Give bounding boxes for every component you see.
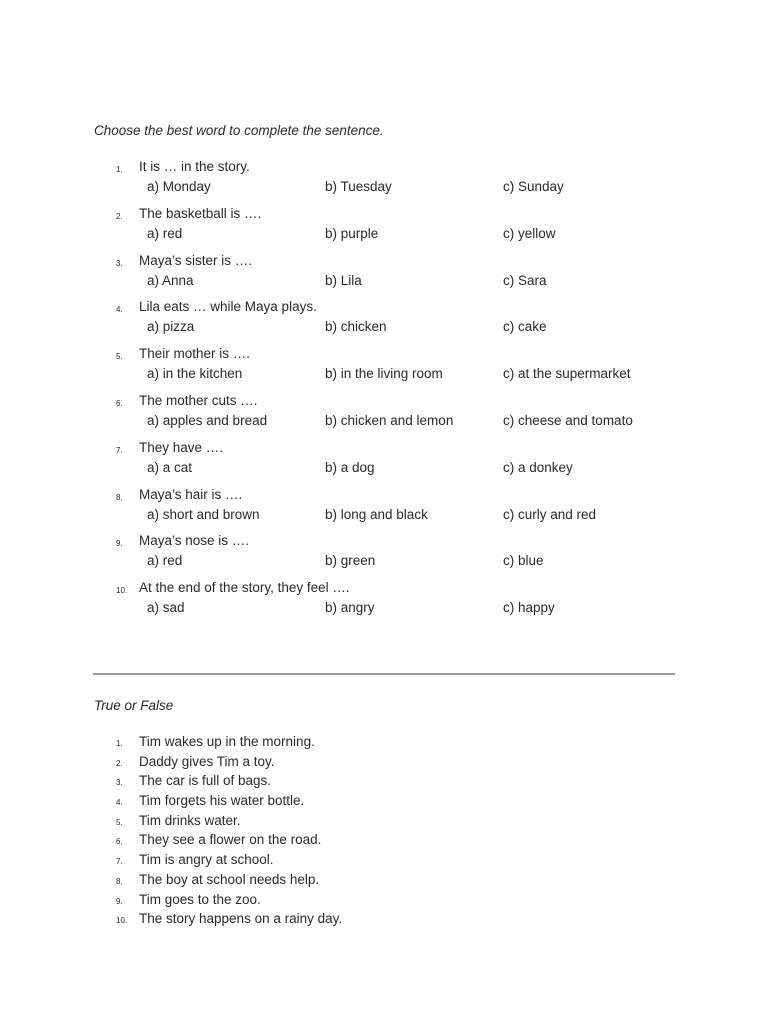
option-b: b) Tuesday [325, 179, 392, 194]
multiple-choice-instructions: Choose the best word to complete the sentence. [94, 123, 384, 138]
mc-question-4 [0, 299, 768, 346]
mc-question-8 [0, 487, 768, 534]
question-text: Their mother is …. [139, 346, 251, 362]
question-text: The mother cuts …. [139, 392, 258, 408]
tf-statement-8 [0, 872, 768, 892]
option-c: c) a donkey [503, 459, 573, 475]
option-c: c) cake [503, 319, 547, 335]
question-text: They have …. [139, 439, 224, 455]
mc-question-7 [0, 440, 768, 487]
question-number: 10. [116, 586, 128, 596]
tf-statement-4 [0, 793, 768, 813]
statement-number: 5. [116, 817, 123, 827]
tf-statement-3 [0, 773, 768, 793]
option-a: a) sad [147, 600, 185, 616]
statement-number: 1. [116, 739, 123, 748]
option-c: c) at the supermarket [503, 366, 631, 382]
question-number: 8. [116, 492, 123, 502]
option-b: b) Lila [325, 272, 362, 288]
tf-statement-5 [0, 813, 768, 833]
question-text: Maya’s nose is …. [139, 533, 250, 549]
mc-question-6 [0, 393, 768, 440]
option-c: c) Sunday [503, 179, 564, 194]
statement-text: Tim drinks water. [139, 812, 241, 828]
question-text: At the end of the story, they feel …. [139, 580, 350, 596]
question-number: 7. [116, 445, 123, 455]
question-number: 6. [116, 398, 123, 408]
question-number: 9. [116, 539, 123, 549]
statement-text: Tim forgets his water bottle. [139, 793, 305, 809]
true-false-title: True or False [94, 698, 174, 713]
option-c: c) happy [503, 600, 555, 616]
option-c: c) curly and red [503, 506, 597, 522]
statement-number: 10. [116, 916, 128, 926]
statement-text: The car is full of bags. [139, 773, 272, 789]
option-b: b) angry [325, 600, 375, 616]
question-number: 3. [116, 258, 123, 268]
mc-question-10 [0, 580, 768, 627]
tf-statement-1 [0, 734, 768, 754]
question-number: 2. [116, 211, 123, 221]
mc-question-2 [0, 206, 768, 253]
option-a: a) red [147, 553, 183, 569]
option-b: b) chicken [325, 319, 387, 335]
tf-statement-6 [0, 832, 768, 852]
question-text: The basketball is …. [139, 205, 262, 221]
multiple-choice-list [0, 159, 768, 627]
option-b: b) purple [325, 225, 379, 241]
option-a: a) a cat [147, 459, 193, 475]
tf-statement-9 [0, 892, 768, 912]
option-a: a) short and brown [147, 506, 260, 522]
true-false-list [0, 734, 768, 931]
option-a: a) pizza [147, 319, 195, 335]
option-a: a) apples and bread [147, 412, 268, 428]
statement-number: 7. [116, 857, 123, 867]
question-text: Maya’s hair is …. [139, 486, 243, 502]
statement-number: 2. [116, 758, 123, 768]
option-c: c) Sara [503, 272, 547, 288]
tf-statement-2 [0, 754, 768, 774]
option-a: a) Monday [147, 179, 211, 194]
mc-question-9 [0, 533, 768, 580]
question-number: 5. [116, 352, 123, 362]
statement-number: 8. [116, 876, 123, 886]
statement-number: 4. [116, 798, 123, 808]
statement-text: The boy at school needs help. [139, 871, 320, 887]
option-a: a) red [147, 225, 183, 241]
question-number: 1. [116, 165, 123, 174]
option-c: c) yellow [503, 225, 556, 241]
section-divider [93, 673, 675, 675]
question-text: Maya’s sister is …. [139, 252, 253, 268]
mc-question-3 [0, 253, 768, 300]
question-text: Lila eats … while Maya plays. [139, 299, 317, 315]
option-b: b) green [325, 553, 376, 569]
option-b: b) a dog [325, 459, 375, 475]
option-b: b) in the living room [325, 366, 443, 382]
statement-text: They see a flower on the road. [139, 832, 322, 848]
statement-text: Tim wakes up in the morning. [139, 734, 315, 749]
option-c: c) cheese and tomato [503, 412, 633, 428]
statement-text: Tim is angry at school. [139, 852, 274, 868]
mc-question-1 [0, 159, 768, 206]
statement-number: 9. [116, 896, 123, 906]
statement-text: The story happens on a rainy day. [139, 911, 343, 927]
tf-statement-7 [0, 852, 768, 872]
statement-number: 3. [116, 778, 123, 788]
option-a: a) in the kitchen [147, 366, 243, 382]
tf-statement-10 [0, 911, 768, 931]
question-number: 4. [116, 305, 123, 315]
statement-number: 6. [116, 837, 123, 847]
option-b: b) chicken and lemon [325, 412, 454, 428]
mc-question-5 [0, 346, 768, 393]
option-a: a) Anna [147, 272, 194, 288]
option-c: c) blue [503, 553, 544, 569]
statement-text: Daddy gives Tim a toy. [139, 753, 275, 769]
statement-text: Tim goes to the zoo. [139, 891, 261, 907]
question-text: It is … in the story. [139, 159, 250, 174]
option-b: b) long and black [325, 506, 428, 522]
